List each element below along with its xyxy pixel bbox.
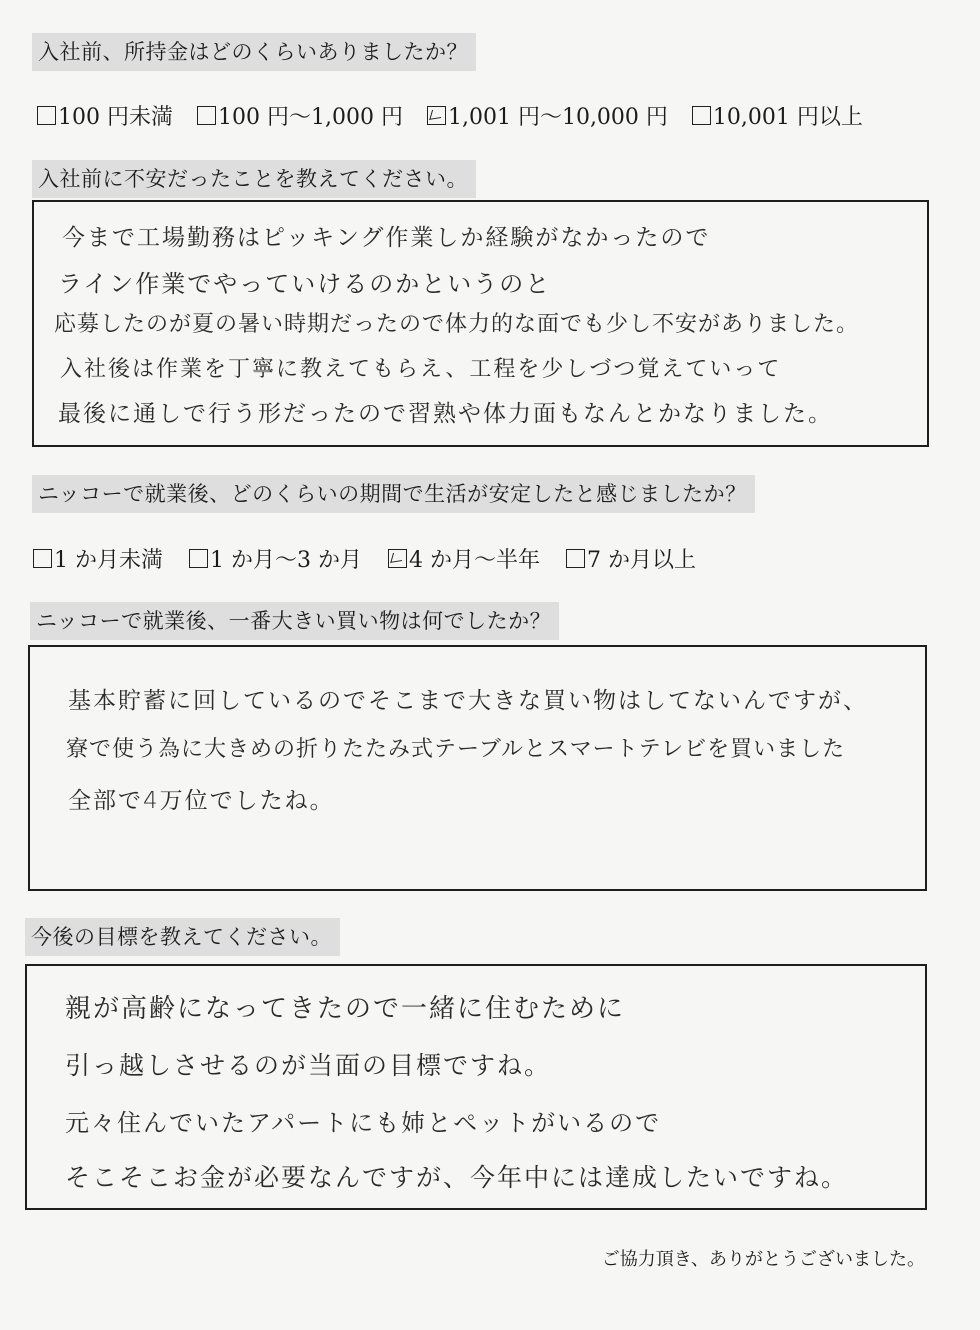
question-1-options [37, 100, 863, 131]
q1-option-over-10001[interactable] [692, 100, 863, 131]
q3-option-over-7-months[interactable] [566, 543, 696, 574]
checkbox-checked[interactable] [388, 549, 407, 568]
checkbox[interactable] [189, 549, 208, 568]
q1-option-1001-10000[interactable] [427, 100, 668, 131]
option-label: 100 円～1,000 円 [218, 105, 403, 130]
checkbox[interactable] [566, 549, 585, 568]
answer-box-2 [32, 200, 929, 447]
answer-box-5 [25, 964, 927, 1210]
q1-option-100-1000[interactable] [197, 100, 403, 131]
question-5-label: 今後の目標を教えてください。 [25, 918, 340, 956]
answer-line: 全部で4万位でしたね。 [68, 788, 335, 814]
q3-option-4-6-months[interactable] [388, 543, 540, 574]
answer-line: 寮で使う為に大きめの折りたたみ式テーブルとスマートテレビを買いました [66, 737, 846, 762]
q3-option-under-1-month[interactable] [33, 543, 163, 574]
answer-line: 引っ越しさせるのが当面の目標ですね。 [65, 1051, 552, 1080]
checkbox[interactable] [37, 106, 56, 125]
answer-line: 親が高齢になってきたので一緒に住むために [65, 994, 626, 1024]
option-label: 1 か月未満 [54, 548, 163, 573]
option-label: 1,001 円～10,000 円 [447, 105, 668, 130]
thank-you-note: ご協力頂き、ありがとうございました。 [601, 1249, 925, 1270]
answer-line: 最後に通しで行う形だったので習熟や体力面もなんとかなりました。 [58, 401, 833, 427]
checkbox[interactable] [197, 106, 216, 125]
answer-line: 今まで工場勤務はピッキング作業しか経験がなかったので [62, 225, 711, 251]
answer-line: ライン作業でやっていけるのかというのと [58, 270, 552, 298]
option-label: 100 円未満 [58, 105, 173, 130]
question-2-label: 入社前に不安だったことを教えてください。 [32, 160, 476, 198]
option-label: 1 か月～3 か月 [210, 548, 362, 573]
answer-line: 基本貯蓄に回しているのでそこまで大きな買い物はしてないんですが、 [68, 688, 868, 714]
checkbox[interactable] [33, 549, 52, 568]
checkbox-checked[interactable] [427, 106, 446, 125]
q1-option-under-100[interactable] [37, 100, 173, 131]
option-label: 4 か月～半年 [408, 548, 540, 573]
answer-line: そこそこお金が必要なんですが、今年中には達成したいですね。 [65, 1163, 849, 1192]
question-4-label: ニッコーで就業後、一番大きい買い物は何でしたか？ [30, 602, 559, 640]
q3-option-1-3-months[interactable] [189, 543, 362, 574]
answer-line: 元々住んでいたアパートにも姉とペットがいるので [65, 1109, 662, 1137]
option-label: 10,001 円以上 [712, 105, 863, 130]
question-3-options [33, 543, 696, 574]
answer-box-4 [28, 645, 927, 891]
question-1-label: 入社前、所持金はどのくらいありましたか？ [32, 33, 476, 71]
answer-line: 応募したのが夏の暑い時期だったので体力的な面でも少し不安がありました。 [54, 312, 860, 337]
answer-line: 入社後は作業を丁寧に教えてもらえ、工程を少しづつ覚えていって [60, 357, 782, 382]
checkbox[interactable] [692, 106, 711, 125]
question-3-label: ニッコーで就業後、どのくらいの期間で生活が安定したと感じましたか？ [32, 475, 755, 513]
option-label: 7 か月以上 [586, 548, 696, 573]
